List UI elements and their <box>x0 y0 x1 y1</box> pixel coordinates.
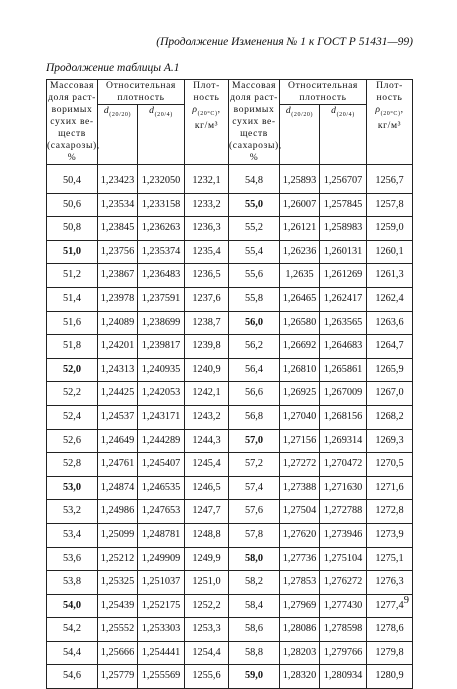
table-cell: 1257,8 <box>367 193 413 217</box>
table-cell: 1240,9 <box>185 358 229 382</box>
table-cell: 1267,0 <box>367 382 413 406</box>
density-header: Плот- ность $\rho_{(20^\circ C)}$, кг/м³ <box>185 80 229 165</box>
table-cell: 1,23756 <box>98 240 138 264</box>
table-cell: 1,25325 <box>98 571 138 595</box>
table-cell: 55,8 <box>229 287 280 311</box>
table-cell: 1,27620 <box>280 523 320 547</box>
table-cell: 1,26692 <box>280 335 320 359</box>
table-cell: 1,23423 <box>98 165 138 194</box>
table-cell: 1275,1 <box>367 547 413 571</box>
table-cell: 1,275104 <box>320 547 367 571</box>
table-cell: 1236,5 <box>185 264 229 288</box>
table-cell: 1248,8 <box>185 523 229 547</box>
table-row <box>47 476 413 500</box>
table-cell: 1,244289 <box>138 429 185 453</box>
table-row <box>47 500 413 524</box>
table-cell: 1256,7 <box>367 165 413 194</box>
page-number: 9 <box>403 595 409 606</box>
table-cell: 1,27853 <box>280 571 320 595</box>
table-cell: 1236,3 <box>185 217 229 241</box>
table-cell: 1,25439 <box>98 594 138 618</box>
table-cell: 1251,0 <box>185 571 229 595</box>
table-cell: 1273,9 <box>367 523 413 547</box>
table-cell: 57,4 <box>229 476 280 500</box>
table-cell: 1,243171 <box>138 405 185 429</box>
table-cell: 1,24649 <box>98 429 138 453</box>
table-cell: 1247,7 <box>185 500 229 524</box>
table-cell: 58,2 <box>229 571 280 595</box>
table-cell: 1,258983 <box>320 217 367 241</box>
table-cell: 1,26007 <box>280 193 320 217</box>
table-cell: 56,6 <box>229 382 280 406</box>
table-cell: 1233,2 <box>185 193 229 217</box>
table-cell: 1,254441 <box>138 641 185 665</box>
table-cell: 1,237591 <box>138 287 185 311</box>
table-row <box>47 335 413 359</box>
table-cell: 1260,1 <box>367 240 413 264</box>
table-cell: 55,0 <box>229 193 280 217</box>
table-cell: 1,264683 <box>320 335 367 359</box>
table-cell: 1,240935 <box>138 358 185 382</box>
table-cell: 1,26925 <box>280 382 320 406</box>
table-cell: 1,232050 <box>138 165 185 194</box>
table-cell: 1,23978 <box>98 287 138 311</box>
table-row <box>47 453 413 477</box>
table-cell: 52,6 <box>47 429 98 453</box>
table-cell: 52,0 <box>47 358 98 382</box>
table-row <box>47 571 413 595</box>
table-cell: 53,6 <box>47 547 98 571</box>
table-row <box>47 165 413 194</box>
table-cell: 1238,7 <box>185 311 229 335</box>
table-cell: 58,6 <box>229 618 280 642</box>
table-cell: 1,253303 <box>138 618 185 642</box>
table-cell: 1,24313 <box>98 358 138 382</box>
table-cell: 1,26236 <box>280 240 320 264</box>
table-cell: 1249,9 <box>185 547 229 571</box>
table-row <box>47 641 413 665</box>
table-cell: 52,2 <box>47 382 98 406</box>
d-20-4-header-right: $d_{(20/4)}$ <box>320 105 367 165</box>
table-cell: 51,2 <box>47 264 98 288</box>
table-header <box>47 80 413 165</box>
table-cell: 1,257845 <box>320 193 367 217</box>
table-cell: 1,273946 <box>320 523 367 547</box>
table-cell: 1,247653 <box>138 500 185 524</box>
table-cell: 1,27156 <box>280 429 320 453</box>
table-cell: 1,246535 <box>138 476 185 500</box>
table-cell: 1,277430 <box>320 594 367 618</box>
mass-fraction-header: Массовая доля раст- воримых сухих ве- ществ (сахарозы), % <box>47 80 100 163</box>
table-cell: 1,252175 <box>138 594 185 618</box>
table-cell: 1,236483 <box>138 264 185 288</box>
table-cell: 1,25212 <box>98 547 138 571</box>
table-cell: 1278,6 <box>367 618 413 642</box>
table-row <box>47 382 413 406</box>
table-cell: 1271,6 <box>367 476 413 500</box>
table-cell: 1255,6 <box>185 665 229 689</box>
table-cell: 1,236263 <box>138 217 185 241</box>
table-cell: 1261,3 <box>367 264 413 288</box>
table-cell: 1,26810 <box>280 358 320 382</box>
table-cell: 1,242053 <box>138 382 185 406</box>
table-cell: 1,24537 <box>98 405 138 429</box>
table-row <box>47 523 413 547</box>
table-cell: 1243,2 <box>185 405 229 429</box>
table-cell: 52,8 <box>47 453 98 477</box>
table-cell: 1277,4 <box>367 594 413 618</box>
table-cell: 1262,4 <box>367 287 413 311</box>
table-cell: 1,27969 <box>280 594 320 618</box>
table-cell: 1,27388 <box>280 476 320 500</box>
table-cell: 57,6 <box>229 500 280 524</box>
table-cell: 1270,5 <box>367 453 413 477</box>
table-cell: 53,2 <box>47 500 98 524</box>
table-cell: 1,27736 <box>280 547 320 571</box>
table-cell: 1252,2 <box>185 594 229 618</box>
table-cell: 1279,8 <box>367 641 413 665</box>
table-cell: 1,233158 <box>138 193 185 217</box>
table-cell: 51,4 <box>47 287 98 311</box>
table-cell: 53,8 <box>47 571 98 595</box>
table-cell: 1,276272 <box>320 571 367 595</box>
table-cell: 1,268156 <box>320 405 367 429</box>
table-cell: 1,260131 <box>320 240 367 264</box>
table-cell: 54,8 <box>229 165 280 194</box>
table-cell: 56,2 <box>229 335 280 359</box>
table-cell: 50,8 <box>47 217 98 241</box>
table-cell: 54,0 <box>47 594 98 618</box>
table-cell: 53,4 <box>47 523 98 547</box>
table-cell: 1244,3 <box>185 429 229 453</box>
table-cell: 1,265861 <box>320 358 367 382</box>
table-cell: 1,279766 <box>320 641 367 665</box>
relative-density-header: Относительная плотность <box>98 80 185 105</box>
table-cell: 1,25893 <box>280 165 320 194</box>
table-cell: 56,4 <box>229 358 280 382</box>
density-table <box>46 79 413 689</box>
table-cell: 1,25779 <box>98 665 138 689</box>
table-cell: 1,28203 <box>280 641 320 665</box>
table-cell: 1265,9 <box>367 358 413 382</box>
table-cell: 1,263565 <box>320 311 367 335</box>
table-cell: 55,2 <box>229 217 280 241</box>
table-cell: 51,6 <box>47 311 98 335</box>
table-cell: 1245,4 <box>185 453 229 477</box>
table-cell: 55,6 <box>229 264 280 288</box>
table-cell: 1253,3 <box>185 618 229 642</box>
table-cell: 1246,5 <box>185 476 229 500</box>
table-cell: 1,239817 <box>138 335 185 359</box>
table-row <box>47 264 413 288</box>
table-cell: 1,23845 <box>98 217 138 241</box>
table-caption: Продолжение таблицы А.1 <box>46 62 180 74</box>
table-cell: 1,272788 <box>320 500 367 524</box>
table-cell: 57,0 <box>229 429 280 453</box>
table-cell: 1,269314 <box>320 429 367 453</box>
d-20-20-header-right: $d_{(20/20)}$ <box>280 105 320 165</box>
table-cell: 58,0 <box>229 547 280 571</box>
continuation-header: (Продолжение Изменения № 1 к ГОСТ Р 51431—99) <box>156 36 413 48</box>
table-cell: 1,28320 <box>280 665 320 689</box>
table-cell: 58,8 <box>229 641 280 665</box>
table-cell: 1,24761 <box>98 453 138 477</box>
table-cell: 1,248781 <box>138 523 185 547</box>
table-cell: 1,26465 <box>280 287 320 311</box>
table-row <box>47 547 413 571</box>
table-cell: 54,4 <box>47 641 98 665</box>
table-cell: 52,4 <box>47 405 98 429</box>
table-cell: 1,26121 <box>280 217 320 241</box>
table-row <box>47 594 413 618</box>
table-cell: 1239,8 <box>185 335 229 359</box>
table-row <box>47 287 413 311</box>
table-cell: 56,8 <box>229 405 280 429</box>
table-body <box>47 165 413 689</box>
table-cell: 1,256707 <box>320 165 367 194</box>
table-cell: 1254,4 <box>185 641 229 665</box>
table-row <box>47 429 413 453</box>
table-cell: 1,27504 <box>280 500 320 524</box>
table-cell: 1263,6 <box>367 311 413 335</box>
table-cell: 1,23867 <box>98 264 138 288</box>
d-20-4-header: $d_{(20/4)}$ <box>138 105 185 165</box>
table-cell: 1,24874 <box>98 476 138 500</box>
table-cell: 1259,0 <box>367 217 413 241</box>
relative-density-header-right: Относительная плотность <box>280 80 367 105</box>
table-cell: 1,23534 <box>98 193 138 217</box>
table-cell: 1,24425 <box>98 382 138 406</box>
table-cell: 1269,3 <box>367 429 413 453</box>
d-20-20-header: $d_{(20/20)}$ <box>98 105 138 165</box>
table-cell: 54,6 <box>47 665 98 689</box>
table-cell: 55,4 <box>229 240 280 264</box>
table-cell: 1,245407 <box>138 453 185 477</box>
mass-fraction-header-right: Массовая доля раст- воримых сухих ве- ществ (сахарозы), % <box>229 80 282 163</box>
table-row <box>47 193 413 217</box>
density-header-right: Плот- ность $\rho_{(20^\circ C)}$, кг/м³ <box>367 80 413 165</box>
table-row <box>47 217 413 241</box>
table-row <box>47 311 413 335</box>
table-cell: 1,25552 <box>98 618 138 642</box>
table-cell: 50,6 <box>47 193 98 217</box>
table-cell: 1,238699 <box>138 311 185 335</box>
table-cell: 1,280934 <box>320 665 367 689</box>
table-cell: 1,249909 <box>138 547 185 571</box>
table-cell: 58,4 <box>229 594 280 618</box>
table-cell: 1,270472 <box>320 453 367 477</box>
table-cell: 56,0 <box>229 311 280 335</box>
table-cell: 1,278598 <box>320 618 367 642</box>
table-cell: 1268,2 <box>367 405 413 429</box>
table-cell: 1,2635 <box>280 264 320 288</box>
table-cell: 1,261269 <box>320 264 367 288</box>
table-row <box>47 405 413 429</box>
table-cell: 1276,3 <box>367 571 413 595</box>
table-cell: 1,262417 <box>320 287 367 311</box>
table-cell: 1,271630 <box>320 476 367 500</box>
table-cell: 51,0 <box>47 240 98 264</box>
table-cell: 1,27040 <box>280 405 320 429</box>
table-cell: 50,4 <box>47 165 98 194</box>
table-cell: 57,8 <box>229 523 280 547</box>
table-cell: 1,267009 <box>320 382 367 406</box>
table-cell: 1232,1 <box>185 165 229 194</box>
table-cell: 57,2 <box>229 453 280 477</box>
table-cell: 1,251037 <box>138 571 185 595</box>
table-row <box>47 665 413 689</box>
table-cell: 1272,8 <box>367 500 413 524</box>
table-cell: 1280,9 <box>367 665 413 689</box>
table-cell: 1,24089 <box>98 311 138 335</box>
table-cell: 1,26580 <box>280 311 320 335</box>
table-cell: 54,2 <box>47 618 98 642</box>
table-cell: 1,255569 <box>138 665 185 689</box>
table-cell: 1,27272 <box>280 453 320 477</box>
table-cell: 1,25099 <box>98 523 138 547</box>
table-cell: 1242,1 <box>185 382 229 406</box>
table-cell: 1,24201 <box>98 335 138 359</box>
table-cell: 1,25666 <box>98 641 138 665</box>
table-cell: 53,0 <box>47 476 98 500</box>
table-cell: 51,8 <box>47 335 98 359</box>
table-cell: 1264,7 <box>367 335 413 359</box>
table-cell: 1,235374 <box>138 240 185 264</box>
table-cell: 1235,4 <box>185 240 229 264</box>
table-row <box>47 358 413 382</box>
table-cell: 1237,6 <box>185 287 229 311</box>
table-row <box>47 240 413 264</box>
table-cell: 59,0 <box>229 665 280 689</box>
table-cell: 1,24986 <box>98 500 138 524</box>
table-cell: 1,28086 <box>280 618 320 642</box>
